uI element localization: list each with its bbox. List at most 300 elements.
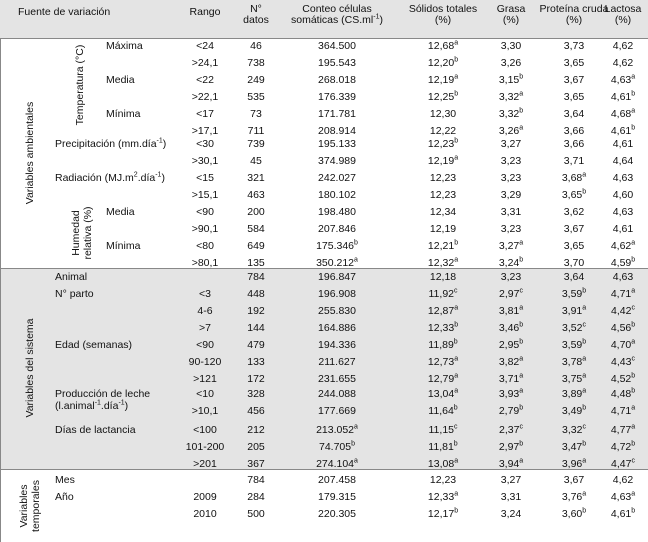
cell-la: [598, 441, 648, 454]
significance-letter: b: [631, 90, 636, 98]
significance-letter: b: [582, 338, 587, 346]
cell-n: [236, 138, 276, 151]
cell-value: 4,70: [610, 339, 632, 351]
cell-value: 12,21: [427, 240, 455, 252]
cell-rango: [180, 155, 230, 168]
cell-st: [398, 206, 488, 219]
significance-letter: b: [354, 239, 358, 247]
cell-st: [398, 322, 488, 335]
cell-value: 11,64: [428, 405, 454, 417]
significance-letter: a: [631, 287, 636, 295]
cell-st: [398, 257, 488, 270]
cell-st: [398, 424, 488, 437]
cell-value: 198.480: [318, 206, 356, 218]
cell-cs: [282, 74, 392, 87]
label-precipitacion: [55, 138, 166, 151]
significance-letter: a: [582, 457, 587, 465]
cell-cs: [282, 288, 392, 301]
cell-st: [398, 373, 488, 386]
cell-rango: [180, 424, 230, 437]
header-lactosa-line2: (%): [614, 14, 632, 26]
cell-value: 3,31: [500, 206, 522, 218]
cell-st: [398, 305, 488, 318]
cell-value: 11,89: [428, 339, 454, 351]
cell-la: [598, 508, 648, 521]
cell-gr: [486, 57, 536, 70]
cell-n: [236, 388, 276, 401]
cell-value: 12,32: [427, 257, 455, 269]
cell-value: 784: [247, 271, 265, 283]
cell-value: 3,49: [561, 405, 583, 417]
cell-value: 367: [247, 458, 265, 470]
cell-value: 12,25: [427, 91, 455, 103]
cell-gr: [486, 356, 536, 369]
cell-n: [236, 441, 276, 454]
cell-st: [398, 240, 488, 253]
header-conteo: [282, 4, 392, 26]
cell-st: [398, 57, 488, 70]
cell-value: 4,52: [610, 373, 632, 385]
significance-letter: b: [351, 440, 356, 448]
cell-value: 4,63: [610, 74, 632, 86]
header-n-datos: [236, 4, 276, 26]
cell-gr: [486, 441, 536, 454]
cell-st: [398, 223, 488, 236]
cell-cs: [282, 388, 392, 401]
cell-n: [236, 74, 276, 87]
cell-value: 4,62: [612, 474, 634, 486]
label-animal: Animal: [55, 271, 88, 283]
cell-n: [236, 322, 276, 335]
significance-letter: b: [582, 287, 587, 295]
label-precipitacion-text: Precipitación (mm.día: [55, 138, 157, 150]
significance-letter: a: [582, 490, 587, 498]
cell-value: 220.305: [318, 508, 356, 520]
cell-gr: [486, 424, 536, 437]
cell-value: 3,31: [500, 491, 522, 503]
significance-letter: a: [454, 256, 459, 264]
cell-cs: [282, 40, 392, 53]
cell-st: [398, 405, 488, 418]
cell-value: 196.847: [318, 271, 356, 283]
cell-value: 3,29: [500, 189, 522, 201]
significance-letter: a: [631, 338, 636, 346]
cell-value: 4,61: [610, 125, 632, 137]
cell-value: <90: [196, 206, 214, 218]
cell-value: 2,97: [499, 288, 520, 300]
significance-letter: a: [519, 355, 524, 363]
cell-cs: [282, 206, 392, 219]
cell-gr: [486, 388, 536, 401]
cell-n: [236, 339, 276, 352]
cell-value: <17: [196, 108, 214, 120]
cell-value: 3,60: [561, 508, 583, 520]
cell-la: [598, 474, 648, 487]
group-label-ambientales: Variables ambientales: [24, 101, 36, 205]
cell-value: 207.458: [318, 474, 356, 486]
cell-value: 172: [247, 373, 265, 385]
cell-value: 3,23: [500, 271, 522, 283]
significance-letter: b: [454, 137, 459, 145]
cell-n: [236, 257, 276, 270]
cell-value: 12,23: [429, 172, 457, 184]
cell-rango: [180, 108, 230, 121]
cell-value: 3,15: [498, 74, 520, 86]
cell-value: 249: [247, 74, 265, 86]
cell-rango: [180, 288, 230, 301]
cell-st: [398, 388, 488, 401]
cell-value: 328: [247, 388, 265, 400]
significance-letter: b: [582, 440, 587, 448]
header-conteo-sup: -1: [373, 13, 380, 21]
cell-rango: [180, 339, 230, 352]
cell-gr: [486, 40, 536, 53]
cell-gr: [486, 339, 536, 352]
cell-value: >121: [193, 373, 217, 385]
cell-la: [598, 108, 648, 121]
cell-la: [598, 91, 648, 104]
cell-cs: [282, 125, 392, 138]
label-produccion-line2: (l.animal: [55, 400, 95, 412]
cell-n: [236, 458, 276, 471]
cell-value: 3,65: [563, 240, 585, 252]
cell-gr: [486, 288, 536, 301]
cell-value: 4,61: [612, 223, 634, 235]
cell-la: [598, 288, 648, 301]
cell-cs: [282, 339, 392, 352]
significance-letter: a: [354, 423, 358, 431]
cell-st: [398, 339, 488, 352]
cell-cs: [282, 172, 392, 185]
cell-rango: [180, 356, 230, 369]
cell-value: 90-120: [188, 356, 222, 368]
cell-rango: [180, 57, 230, 70]
cell-gr: [486, 240, 536, 253]
significance-letter: a: [454, 154, 459, 162]
significance-letter: b: [631, 372, 636, 380]
cell-value: 3,30: [500, 40, 522, 52]
cell-value: 3,59: [561, 288, 583, 300]
cell-value: 11,92: [428, 288, 454, 300]
significance-letter: b: [454, 90, 459, 98]
significance-letter: b: [582, 404, 587, 412]
cell-value: 2009: [193, 491, 217, 503]
cell-value: 74.705: [318, 441, 352, 453]
significance-letter: c: [454, 287, 458, 295]
cell-value: 4,56: [610, 322, 632, 334]
cell-rango: [180, 206, 230, 219]
significance-letter: a: [631, 404, 636, 412]
cell-value: 479: [247, 339, 265, 351]
cell-value: 284: [247, 491, 265, 503]
cell-gr: [486, 206, 536, 219]
cell-value: 784: [247, 474, 265, 486]
cell-la: [598, 138, 648, 151]
group-label-temporales: [18, 480, 42, 532]
cell-gr: [486, 491, 536, 504]
label-parto: N° parto: [55, 288, 94, 300]
cell-cs: [282, 405, 392, 418]
cell-value: <90: [196, 339, 214, 351]
significance-letter: b: [631, 387, 636, 395]
significance-letter: b: [519, 440, 524, 448]
cell-value: 456: [247, 405, 265, 417]
subgroup-label-humedad-line1: Humedad: [70, 210, 82, 256]
cell-value: 175.346: [316, 240, 355, 252]
cell-st: [398, 40, 488, 53]
cell-cs: [282, 441, 392, 454]
cell-value: 3,78: [561, 356, 583, 368]
cell-n: [236, 125, 276, 138]
cell-st: [398, 138, 488, 151]
significance-letter: a: [519, 90, 524, 98]
significance-letter: b: [454, 507, 459, 515]
header-n-datos-line1: N°: [250, 3, 262, 15]
cell-n: [236, 91, 276, 104]
cell-value: 463: [247, 189, 265, 201]
cell-value: 12,19: [429, 223, 457, 235]
cell-value: 4,47: [611, 458, 632, 470]
significance-letter: a: [454, 304, 459, 312]
significance-letter: a: [631, 107, 636, 115]
significance-letter: c: [454, 423, 458, 431]
label-humedad-minima: Mínima: [106, 240, 141, 252]
cell-value: 3,94: [498, 458, 520, 470]
cell-value: 3,66: [563, 138, 585, 150]
cell-n: [236, 172, 276, 185]
cell-value: 364.500: [318, 40, 356, 52]
cell-cs: [282, 458, 392, 471]
significance-letter: c: [582, 423, 586, 431]
cell-value: 3,26: [500, 57, 522, 69]
significance-letter: c: [631, 457, 635, 465]
cell-value: 207.846: [318, 223, 356, 235]
cell-value: 3,96: [561, 458, 583, 470]
cell-value: >24,1: [191, 57, 219, 69]
cell-value: 12,87: [427, 305, 455, 317]
cell-value: 3,93: [498, 388, 520, 400]
cell-value: 4,43: [611, 356, 632, 368]
cell-n: [236, 405, 276, 418]
cell-st: [398, 474, 488, 487]
cell-la: [598, 155, 648, 168]
cell-la: [598, 257, 648, 270]
significance-letter: b: [454, 239, 459, 247]
cell-st: [398, 91, 488, 104]
significance-letter: b: [631, 440, 636, 448]
cell-value: <80: [196, 240, 214, 252]
cell-value: 3,68: [561, 172, 583, 184]
cell-value: 2,79: [498, 405, 520, 417]
cell-rango: [180, 458, 230, 471]
cell-cs: [282, 271, 392, 284]
cell-st: [398, 356, 488, 369]
cell-value: 3,91: [561, 305, 583, 317]
header-proteina-line1: Proteína cruda: [539, 3, 609, 15]
header-proteina-line2: (%): [565, 14, 583, 26]
cell-value: 2,97: [498, 441, 520, 453]
cell-gr: [486, 373, 536, 386]
cell-value: >90,1: [191, 223, 219, 235]
cell-st: [398, 458, 488, 471]
significance-letter: c: [519, 423, 523, 431]
significance-letter: b: [519, 256, 524, 264]
significance-letter: a: [519, 304, 524, 312]
cell-la: [598, 322, 648, 335]
significance-letter: c: [519, 287, 523, 295]
significance-letter: a: [582, 355, 587, 363]
cell-gr: [486, 74, 536, 87]
cell-value: 268.018: [318, 74, 356, 86]
cell-rango: [180, 189, 230, 202]
label-produccion-close: ): [124, 400, 129, 412]
cell-n: [236, 206, 276, 219]
cell-value: 739: [247, 138, 265, 150]
cell-value: 4,71: [610, 405, 632, 417]
cell-value: 12,34: [429, 206, 457, 218]
cell-rango: [180, 125, 230, 138]
cell-st: [398, 288, 488, 301]
cell-value: 73: [250, 108, 262, 120]
label-radiacion-sup1: 2: [133, 171, 138, 179]
label-edad: Edad (semanas): [55, 339, 133, 351]
cell-value: 211.627: [318, 356, 356, 368]
cell-value: 12,23: [429, 189, 457, 201]
cell-la: [598, 57, 648, 70]
significance-letter: b: [631, 321, 636, 329]
significance-letter: b: [519, 338, 524, 346]
cell-value: 179.315: [318, 491, 356, 503]
significance-letter: a: [582, 171, 587, 179]
cell-value: 135: [247, 257, 265, 269]
cell-value: 3,26: [498, 125, 520, 137]
cell-value: 4,61: [610, 91, 632, 103]
significance-letter: a: [354, 457, 358, 465]
cell-value: 12,30: [429, 108, 457, 120]
cell-value: 242.027: [318, 172, 356, 184]
significance-letter: a: [582, 387, 587, 395]
cell-value: 3,67: [563, 74, 585, 86]
cell-rango: [180, 491, 230, 504]
group-label-temporales-line2: temporales: [30, 480, 42, 532]
cell-value: 4,42: [611, 305, 632, 317]
significance-letter: a: [454, 387, 459, 395]
cell-value: 3,89: [561, 388, 583, 400]
cell-n: [236, 40, 276, 53]
cell-la: [598, 271, 648, 284]
significance-letter: b: [519, 73, 524, 81]
label-radiacion: [55, 172, 165, 185]
header-lactosa: [598, 4, 648, 26]
cell-value: <15: [196, 172, 214, 184]
cell-value: 3,65: [563, 91, 585, 103]
cell-value: 144: [247, 322, 265, 334]
cell-value: 3,65: [561, 189, 583, 201]
cell-value: 738: [247, 57, 265, 69]
cell-value: 4,63: [612, 172, 634, 184]
cell-la: [598, 424, 648, 437]
significance-letter: b: [519, 321, 524, 329]
significance-letter: b: [454, 321, 459, 329]
significance-letter: c: [582, 321, 586, 329]
cell-value: 12,22: [429, 125, 457, 137]
cell-value: 11,15: [428, 424, 454, 436]
cell-value: 2,37: [499, 424, 520, 436]
significance-letter: a: [519, 372, 524, 380]
cell-value: 164.886: [318, 322, 356, 334]
cell-value: 3,76: [561, 491, 583, 503]
cell-value: 3,64: [563, 271, 585, 283]
cell-n: [236, 57, 276, 70]
cell-value: <22: [196, 74, 214, 86]
cell-rango: [180, 322, 230, 335]
cell-la: [598, 356, 648, 369]
cell-value: >10,1: [191, 405, 219, 417]
cell-rango: [180, 508, 230, 521]
significance-letter: a: [582, 304, 587, 312]
cell-gr: [486, 189, 536, 202]
cell-value: 3,71: [563, 155, 585, 167]
cell-n: [236, 424, 276, 437]
cell-value: 3,27: [500, 138, 522, 150]
cell-cs: [282, 474, 392, 487]
cell-n: [236, 189, 276, 202]
cell-value: 244.088: [318, 388, 356, 400]
header-grasa-line2: (%): [502, 14, 520, 26]
cell-value: 3,32: [562, 424, 583, 436]
cell-value: 12,19: [427, 155, 455, 167]
cell-value: 205: [247, 441, 265, 453]
subgroup-label-humedad: [70, 206, 94, 259]
cell-rango: [180, 40, 230, 53]
cell-value: 12,79: [427, 373, 455, 385]
significance-letter: b: [631, 507, 636, 515]
cell-gr: [486, 91, 536, 104]
cell-value: 448: [247, 288, 265, 300]
cell-value: 231.655: [318, 373, 356, 385]
significance-letter: a: [519, 124, 524, 132]
cell-value: 13,04: [427, 388, 455, 400]
label-produccion-line1: Producción de leche: [55, 388, 151, 400]
cell-st: [398, 491, 488, 504]
cell-n: [236, 240, 276, 253]
cell-cs: [282, 223, 392, 236]
cell-value: 711: [247, 125, 265, 137]
cell-cs: [282, 373, 392, 386]
cell-cs: [282, 508, 392, 521]
cell-value: 11,81: [428, 441, 454, 453]
cell-value: 3,23: [500, 172, 522, 184]
cell-n: [236, 288, 276, 301]
significance-letter: a: [519, 457, 524, 465]
cell-st: [398, 271, 488, 284]
significance-letter: a: [454, 457, 459, 465]
cell-value: 3,46: [498, 322, 520, 334]
header-rango: Rango: [189, 6, 221, 18]
cell-value: 3,81: [498, 305, 520, 317]
cell-value: >7: [199, 322, 211, 334]
significance-letter: b: [519, 107, 524, 115]
significance-letter: b: [631, 256, 636, 264]
cell-value: 3,75: [561, 373, 583, 385]
cell-value: 3,24: [500, 508, 522, 520]
cell-value: 649: [247, 240, 265, 252]
cell-la: [598, 388, 648, 401]
cell-value: 13,08: [427, 458, 455, 470]
cell-value: 180.102: [318, 189, 356, 201]
cell-value: 3,73: [563, 40, 585, 52]
label-precipitacion-close: ): [162, 138, 167, 150]
